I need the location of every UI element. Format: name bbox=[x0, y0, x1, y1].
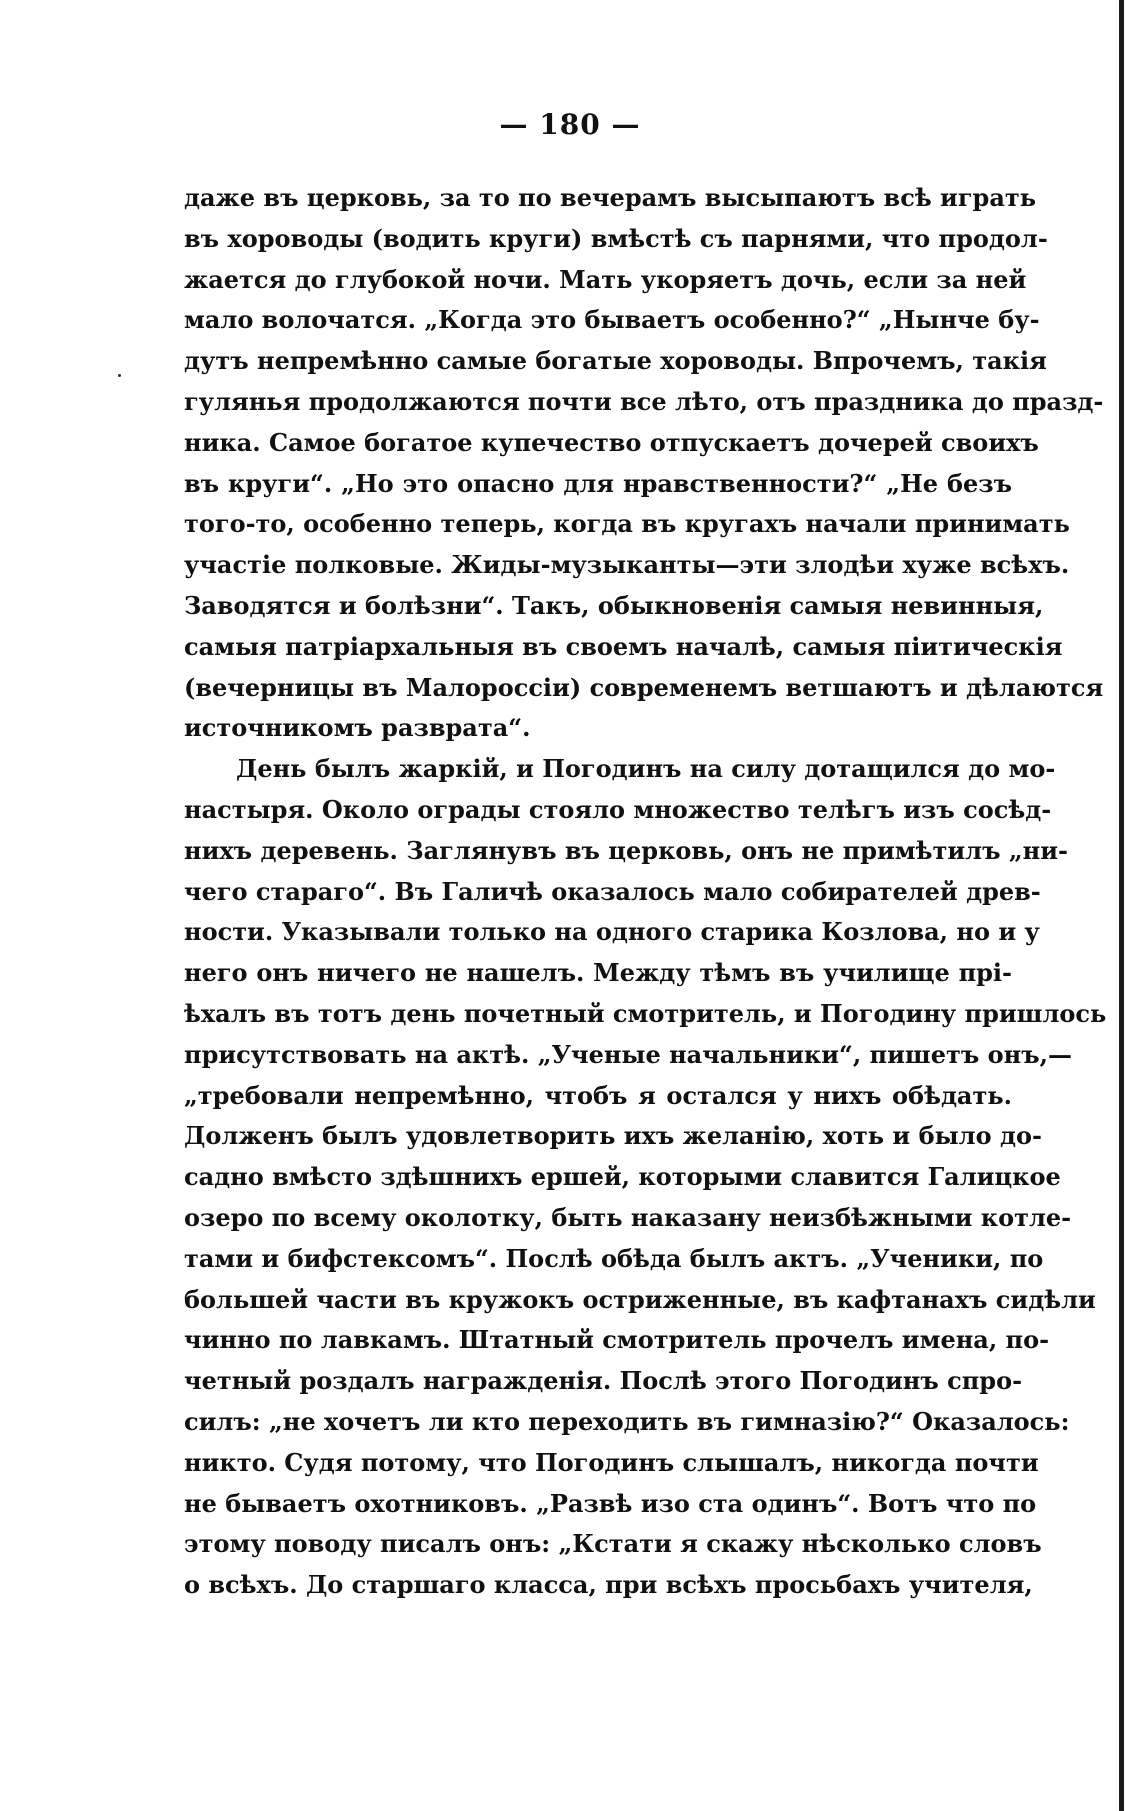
text-line: никто. Судя потому, что Погодинъ слышалъ, никогда почти bbox=[184, 1447, 1039, 1477]
text-line: Долженъ былъ удовлетворить ихъ желанію, хоть и было до- bbox=[184, 1121, 1042, 1151]
text-line: Заводятся и болѣзни“. Такъ, обыкновенія самыя невинныя, bbox=[184, 590, 1044, 620]
body-text bbox=[184, 178, 1107, 1606]
text-line: четный роздалъ награжденія. Послѣ этого Погодинъ спро- bbox=[184, 1366, 1023, 1396]
text-line: не бываетъ охотниковъ. „Развѣ изо ста одинъ“. Вотъ что по bbox=[184, 1488, 1037, 1518]
text-line: силъ: „не хочетъ ли кто переходить въ гимназію?“ Оказалось: bbox=[184, 1406, 1070, 1436]
text-line: нихъ деревень. Заглянувъ въ церковь, онъ не примѣтилъ „ни- bbox=[184, 835, 1068, 865]
text-line: источникомъ разврата“. bbox=[184, 713, 531, 743]
text-line: ника. Самое богатое купечество отпускаетъ дочерей своихъ bbox=[184, 427, 1039, 457]
text-line: самыя патріархальныя въ своемъ началѣ, самыя піитическія bbox=[184, 631, 1063, 661]
text-line: того-то, особенно теперь, когда въ кругахъ начали принимать bbox=[184, 509, 1070, 539]
text-line: него онъ ничего не нашелъ. Между тѣмъ въ училище прі- bbox=[184, 958, 1012, 988]
text-line: „требовали непремѣнно, чтобъ я остался у нихъ обѣдать. bbox=[184, 1080, 1012, 1110]
text-line: тами и бифстексомъ“. Послѣ обѣда былъ актъ. „Ученики, по bbox=[184, 1243, 1044, 1273]
scan-speck bbox=[118, 374, 121, 377]
text-line: День былъ жаркій, и Погодинъ на силу дотащился до мо- bbox=[236, 754, 1056, 784]
text-line: ѣхалъ въ тотъ день почетный смотритель, и Погодину пришлось bbox=[184, 998, 1107, 1028]
text-line: даже въ церковь, за то по вечерамъ высыпаютъ всѣ играть bbox=[184, 183, 1037, 212]
text-line: садно вмѣсто здѣшнихъ ершей, которыми славится Галицкое bbox=[184, 1162, 1061, 1192]
page-number: — 180 — bbox=[499, 108, 641, 141]
text-line: гулянья продолжаются почти все лѣто, отъ праздника до празд- bbox=[184, 386, 1104, 416]
text-line: (вечерницы въ Малороссіи) современемъ ветшаютъ и дѣлаются bbox=[184, 672, 1104, 702]
paragraph bbox=[184, 178, 1104, 749]
text-line: жается до глубокой ночи. Мать укоряетъ дочь, если за ней bbox=[184, 264, 1027, 294]
page-spine-edge bbox=[1119, 0, 1124, 1811]
text-line: присутствовать на актѣ. „Ученые начальники“, пишетъ онъ,— bbox=[184, 1039, 1072, 1069]
text-line: ности. Указывали только на одного старика Козлова, но и у bbox=[184, 917, 1040, 947]
text-line: въ хороводы (водить круги) вмѣстѣ съ парнями, что продол- bbox=[184, 223, 1048, 253]
text-line: мало волочатся. „Когда это бываетъ особенно?“ „Нынче бу- bbox=[184, 305, 1040, 335]
text-line: озеро по всему околотку, быть наказану неизбѣжными котле- bbox=[184, 1202, 1072, 1232]
text-line: о всѣхъ. До старшаго класса, при всѣхъ просьбахъ учителя, bbox=[184, 1570, 1033, 1600]
text-line: чинно по лавкамъ. Штатный смотритель прочелъ имена, по- bbox=[184, 1325, 1050, 1355]
text-line: этому поводу писалъ онъ: „Кстати я скажу нѣсколько словъ bbox=[184, 1529, 1042, 1559]
paragraph bbox=[184, 749, 1107, 1606]
text-line: въ круги“. „Но это опасно для нравственности?“ „Не безъ bbox=[184, 468, 1012, 498]
text-line: большей части въ кружокъ остриженные, въ кафтанахъ сидѣли bbox=[184, 1284, 1096, 1314]
text-line: чего стараго“. Въ Галичѣ оказалось мало собирателей древ- bbox=[184, 876, 1041, 906]
text-line: участіе полковые. Жиды-музыканты—эти злодѣи хуже всѣхъ. bbox=[184, 550, 1070, 580]
text-line: дутъ непремѣнно самые богатые хороводы. Впрочемъ, такія bbox=[184, 346, 1047, 376]
text-line: настыря. Около ограды стояло множество телѣгъ изъ сосѣд- bbox=[184, 794, 1052, 824]
